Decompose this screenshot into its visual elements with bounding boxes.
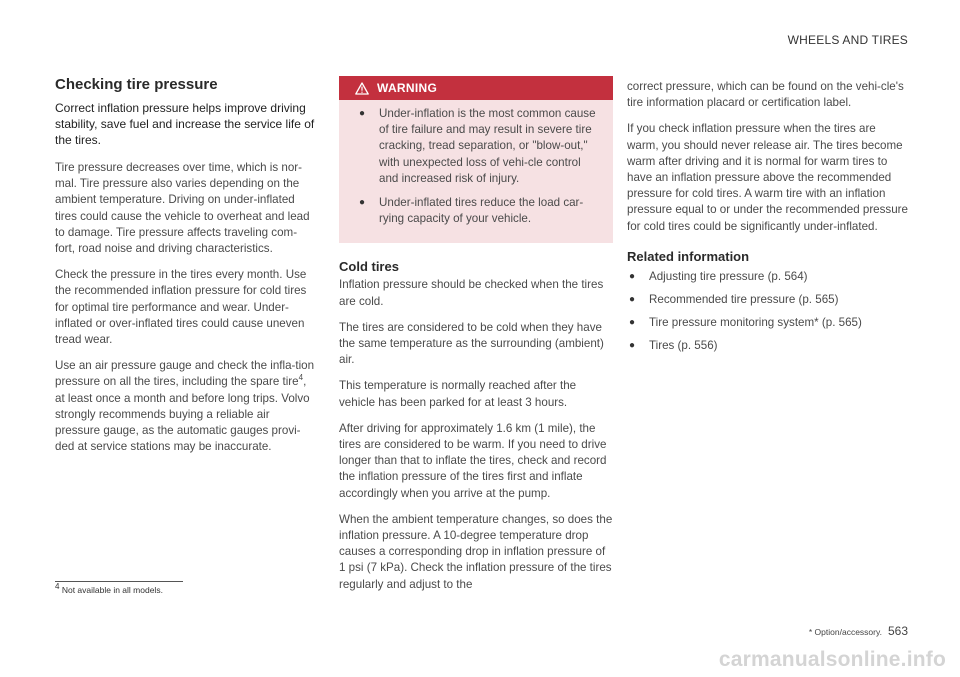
list-item-text: Under-inflated tires reduce the load car-rying capacity of your vehicle. [379, 196, 584, 226]
paragraph-text: , at least once a month and before long trips. Volvo strongly recommends buying a reliable air pressure gauge, as the automatic gauges provi-ded at service stations may be inaccurate. [55, 375, 310, 454]
running-header: WHEELS AND TIRES [787, 33, 908, 47]
paragraph: Tire pressure decreases over time, which is nor-mal. Tire pressure also varies depending on the ambient temperature. Driving on under-inflated tires could cause the vehicle to overheat and lead to damage. Tire pressure affects traveling com-fort, road noise and driving characteristics. [55, 161, 310, 256]
related-link-text[interactable]: Tires (p. 556) [649, 339, 718, 353]
subsection-title: Cold tires [339, 259, 399, 275]
related-list [627, 269, 908, 355]
section-title: Checking tire pressure [55, 76, 218, 93]
list-item-text: Under-inflation is the most common cause of tire failure and may result in severe tire cracking, tread separation, or "blow-out," with unexpected loss of vehi-cle control and increased risk of injury. [379, 107, 596, 185]
list-item [359, 195, 599, 227]
watermark: carmanualsonline.info [718, 648, 946, 671]
related-title: Related information [627, 248, 750, 264]
footnote-mark: 4 [55, 582, 60, 592]
bullet-icon: ● [629, 270, 636, 282]
related-link[interactable] [627, 269, 908, 285]
bullet-icon: ● [629, 340, 636, 352]
paragraph: When the ambient temperature changes, so does the inflation pressure. A 10-degree temperature drop causes a corresponding drop in inflation pressure of 1 psi (7 kPa). Check the inflation pressure of the tires regularly and adjust to the [339, 512, 613, 591]
warning-triangle-icon [355, 82, 369, 95]
related-link-text[interactable]: Adjusting tire pressure (p. 564) [649, 269, 808, 283]
bullet-icon: ● [629, 294, 636, 306]
bullet-icon: ● [359, 108, 366, 119]
paragraph-text: Use an air pressure gauge and check the infla-tion pressure on all the tires, including the spare tire [55, 359, 315, 389]
related-link-text[interactable]: Tire pressure monitoring system* (p. 565) [649, 316, 862, 330]
footnote-divider [55, 581, 183, 582]
section-lead: Correct inflation pressure helps improve driving stability, save fuel and increase the service life of the tires. [55, 101, 315, 147]
footnote [55, 582, 163, 595]
paragraph: correct pressure, which can be found on the vehi-cle's tire information placard or certification label. [627, 80, 904, 110]
related-link[interactable] [627, 315, 908, 331]
paragraph: After driving for approximately 1.6 km (1 mile), the tires are considered to be warm. If you need to drive longer than that to inflate the tires, check and record the inflation pressure of the tires first and inflate accordingly when you arrive at the pump. [339, 421, 607, 500]
warning-list [339, 100, 613, 227]
related-link-text[interactable]: Recommended tire pressure (p. 565) [649, 293, 839, 307]
footnote-ref[interactable]: 4 [298, 373, 304, 383]
related-link[interactable] [627, 338, 908, 354]
paragraph: Check the pressure in the tires every month. Use the recommended inflation pressure for cold tires for optimal tire performance and wear. Under-inflated or over-inflated tires could cause uneven tread wear. [55, 268, 307, 347]
paragraph: This temperature is normally reached after the vehicle has been parked for at least 3 hours. [339, 379, 577, 409]
paragraph: If you check inflation pressure when the tires are warm, you should never release air. The tires become warm after driving and it is normal for warm tires to have an inflation pressure above the recommended pressure for cold tires. A warm tire with an inflation pressure equal to or under the recommended pressure for cold tires could be significantly under-inflated. [627, 122, 908, 233]
column-1 [55, 76, 317, 465]
column-3 [627, 79, 908, 362]
page-number: 563 [887, 624, 908, 638]
page-footer [809, 624, 908, 638]
list-item [359, 106, 599, 187]
paragraph: Inflation pressure should be checked when the tires are cold. [339, 278, 604, 308]
bullet-icon: ● [359, 197, 366, 209]
option-note: * Option/accessory. [808, 627, 882, 637]
column-2 [339, 76, 613, 603]
paragraph-with-footnote [55, 358, 317, 455]
paragraph: The tires are considered to be cold when they have the same temperature as the surrounding (ambient) air. [339, 320, 604, 367]
warning-box [339, 76, 613, 243]
bullet-icon: ● [629, 317, 636, 329]
related-link[interactable] [627, 292, 908, 308]
warning-header [339, 76, 613, 100]
footnote-text: Not available in all models. [61, 585, 163, 595]
warning-label: WARNING [377, 80, 438, 95]
